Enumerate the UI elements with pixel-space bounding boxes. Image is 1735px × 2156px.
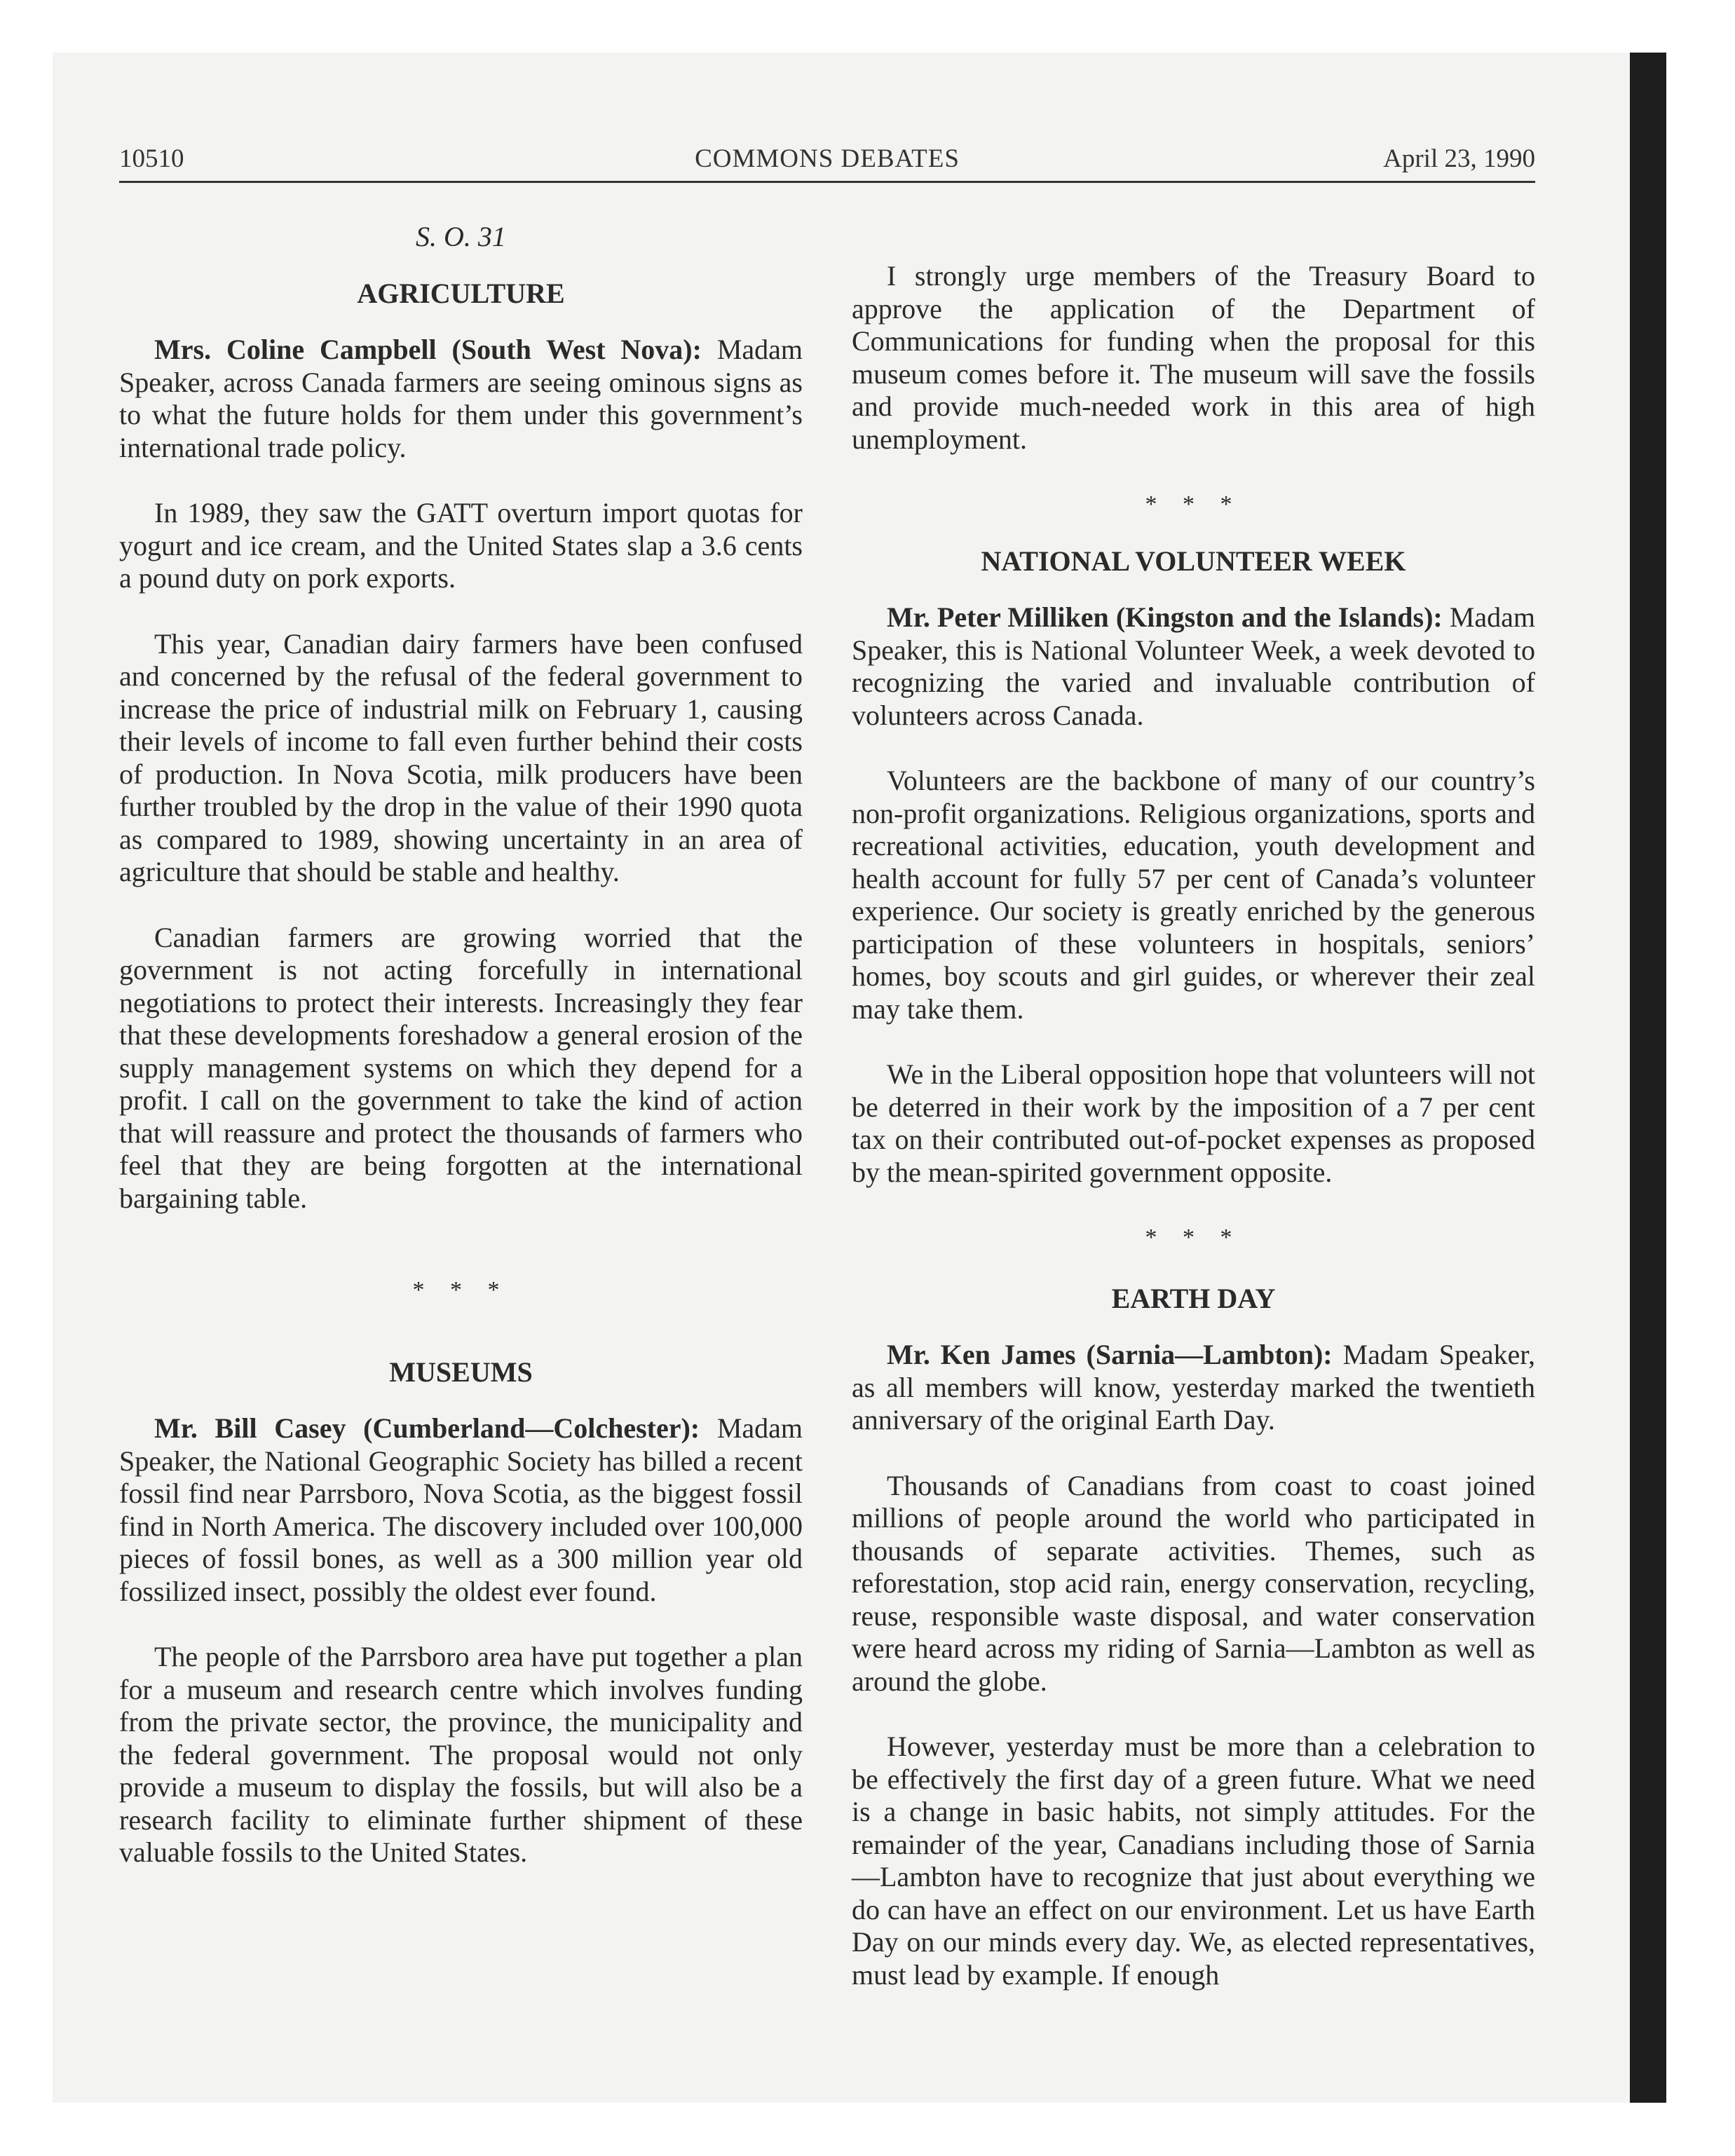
header-rule [119,181,1535,183]
left-column [119,221,803,1902]
paragraph-text: Madam Speaker, across Canada farmers are seeing ominous signs as to what the future holds for them under this government’s international trade policy. [119,334,803,463]
paragraph: Thousands of Canadians from coast to coast joined millions of people around the world who participated in thousands of separate activities. Themes, such as reforestation, stop acid rain, energy conservation, recycling, reuse, responsible waste disposal, and water conservation were heard across my riding of Sarnia—Lambton as well as around the globe. [852,1469,1535,1697]
heading-earth-day: EARTH DAY [1111,1282,1276,1314]
publication-date: April 23, 1990 [1383,144,1535,173]
section-separator: * * * [1145,491,1242,517]
scan-edge [1630,53,1666,2103]
publication-title: COMMONS DEBATES [695,144,960,173]
paragraph: Canadian farmers are growing worried that the government is not acting forcefully in international negotiations to protect their interests. Increasingly they fear that these developments foreshadow a general erosion of the supply management systems on which they depend for a profit. I call on the government to take the kind of action that will reassure and protect the thousands of farmers who feel that they are being forgotten at the international bargaining table. [119,921,803,1214]
heading-museums: MUSEUMS [389,1356,533,1388]
heading-national-volunteer-week: NATIONAL VOLUNTEER WEEK [981,545,1406,577]
paragraph-text: Madam Speaker, the National Geographic Society has billed a recent fossil find near Parrsboro, Nova Scotia, as the biggest fossil find in North America. The discovery included over 100,000 pieces of fossil bones, as well as a 300 million year old fossilized insect, possibly the oldest ever found. [119,1412,803,1607]
spacer [119,1248,803,1274]
spacer [852,221,1535,260]
heading-agriculture: AGRICULTURE [357,277,565,309]
speaker-name: Mr. Bill Casey (Cumberland—Colchester): [154,1412,700,1444]
paragraph: I strongly urge members of the Treasury Board to approve the application of the Department of Communications for funding when the proposal for this museum comes before it. The museum will save the fossils and provide much-needed work in this area of high unemployment. [852,260,1535,455]
section-marker: S. O. 31 [416,221,506,252]
speaker-name: Mrs. Coline Campbell (South West Nova): [154,334,702,365]
section-separator: * * * [1145,1224,1242,1250]
page-header [119,137,1535,181]
paragraph: The people of the Parrsboro area have put together a plan for a museum and research centre which involves funding from the private sector, the province, the municipality and the federal government. The proposal would not only provide a museum to display the fossils, but will also be a research facility to eliminate further shipment of these valuable fossils to the United States. [119,1641,803,1868]
paragraph-text: Madam Speaker, as all members will know, yesterday marked the twentieth anniversary of the original Earth Day. [852,1339,1535,1435]
paragraph-text: Madam Speaker, this is National Volunteer Week, a week devoted to recognizing the varied and invaluable contribution of volunteers across Canada. [852,601,1535,731]
speaker-name: Mr. Peter Milliken (Kingston and the Islands): [887,601,1443,633]
paragraph [119,1412,803,1608]
paragraph [119,334,803,464]
section-separator: * * * [412,1277,510,1303]
page-number: 10510 [119,144,184,173]
paragraph [852,1339,1535,1437]
paragraph [852,601,1535,732]
paragraph: Volunteers are the backbone of many of our country’s non-profit organizations. Religious organizations, sports and recreational activities, education, youth development and health account for fully 57 per cent of Canada’s volunteer experience. Our society is greatly enriched by the generous participation of these volunteers in hospitals, seniors’ homes, boy scouts and girl guides, or wherever their zeal may take them. [852,765,1535,1025]
paragraph: We in the Liberal opposition hope that volunteers will not be deterred in their work by the imposition of a 7 per cent tax on their contributed out-of-pocket expenses as proposed by the mean-spirited government opposite. [852,1058,1535,1188]
right-column [852,221,1535,2024]
paragraph: This year, Canadian dairy farmers have been confused and concerned by the refusal of the federal government to increase the price of industrial milk on February 1, causing their levels of income to fall even further behind their costs of production. In Nova Scotia, milk producers have been further troubled by the drop in the value of their 1990 quota as compared to 1989, showing uncertainty in an area of agriculture that should be stable and healthy. [119,627,803,887]
paragraph: In 1989, they saw the GATT overturn import quotas for yogurt and ice cream, and the United States slap a 3.6 cents a pound duty on pork exports. [119,497,803,594]
paragraph: However, yesterday must be more than a celebration to be effectively the first day of a green future. What we need is a change in basic habits, not simply attitudes. For the remainder of the year, Canadians including those of Sarnia—Lambton have to recognize that just about everything we do can have an effect on our environment. Let us have Earth Day on our minds every day. We, as elected representatives, must lead by example. If enough [852,1731,1535,1991]
speaker-name: Mr. Ken James (Sarnia—Lambton): [887,1339,1333,1370]
